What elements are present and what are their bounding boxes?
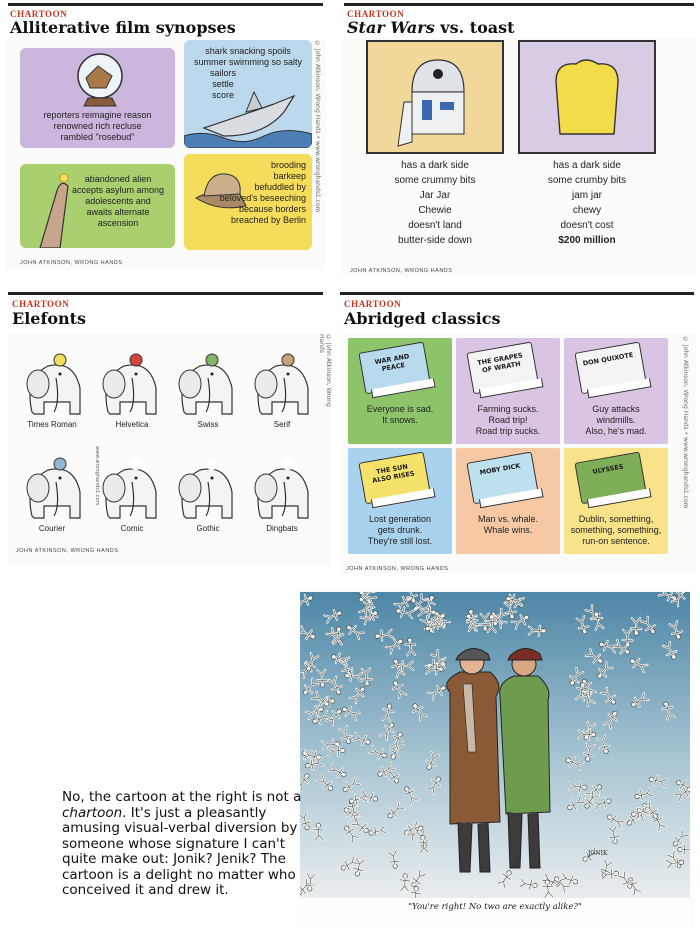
panel3-top-rule	[8, 292, 323, 295]
elephant-serif	[255, 354, 308, 414]
panel4-top-rule	[340, 292, 694, 295]
starwars-list	[360, 158, 510, 248]
panel3-credit: JOHN ATKINSON, WRONG HANDS	[16, 548, 119, 554]
toast-item-1: has a dark side	[553, 160, 621, 171]
toast-item-4: chewy	[572, 205, 602, 216]
book-icon	[574, 450, 657, 510]
r2d2-icon	[368, 42, 502, 152]
book-title: THE SUN ALSO RISES	[371, 462, 416, 485]
book-icon	[358, 450, 441, 510]
starwars-item-6: butter-side down	[398, 235, 472, 246]
crowd-cartoon	[296, 588, 694, 928]
starwars-item-5: doesn't land	[408, 220, 462, 231]
cartoon-caption: "You're right! No two are exactly alike?"	[408, 902, 582, 912]
panel3-cartoon	[8, 334, 330, 566]
label-helvetica: Helvetica	[115, 420, 149, 429]
toast-icon	[520, 42, 654, 152]
crowd-drawing	[300, 592, 690, 898]
panel2-kicker: CHARTOON	[347, 9, 405, 19]
elephant-dingbats	[255, 458, 308, 518]
book-caption: Man vs. whale. Whale wins.	[477, 514, 539, 535]
cell4-line3: befuddled by	[254, 182, 306, 192]
book-cell-don-quixote	[564, 338, 668, 444]
panel3-side-url: www.wronghands1.com	[94, 446, 100, 506]
book-title: WAR AND PEACE	[374, 352, 410, 374]
cell1-line1: reporters reimagine reason	[43, 110, 152, 120]
cell4-line5: because borders	[238, 204, 306, 214]
label-swiss: Swiss	[197, 420, 219, 429]
panel2-top-rule	[344, 3, 694, 6]
cell2-line4: settle	[212, 79, 234, 89]
panel3-side-credit: © John Atkinson, Wrong Hands	[318, 334, 332, 407]
cell4-line1: brooding	[270, 160, 306, 170]
panel1-cell-citizen-kane	[20, 48, 175, 148]
cell2-line3: sailors	[209, 68, 236, 78]
book-icon	[466, 340, 549, 400]
panel1-cell-casablanca	[184, 154, 312, 250]
elephant-times-roman	[27, 354, 80, 414]
starwars-item-2: some crummy bits	[394, 175, 476, 186]
panel1-top-rule	[8, 3, 323, 6]
commentary-text	[62, 790, 302, 899]
panel4-credit: JOHN ATKINSON, WRONG HANDS	[346, 566, 449, 572]
book-caption: Lost generation gets drunk. They're still lost.	[367, 514, 433, 546]
book-caption: Guy attacks windmills. Also, he's mad.	[585, 404, 647, 436]
cartoon-signature: JONIK	[588, 850, 608, 857]
panel4-side-credit: © John Atkinson, Wrong Hands • www.wronghands1.com	[682, 336, 689, 509]
book-cell-war-and-peace	[348, 338, 452, 444]
book-cell-grapes-of-wrath	[456, 338, 560, 444]
panel4-title: Abridged classics	[344, 309, 501, 328]
book-title: DON QUIXOTE	[582, 350, 634, 368]
panel2-credit: JOHN ATKINSON, WRONG HANDS	[350, 268, 453, 274]
panel1-side-credit: © John Atkinson, Wrong Hands • www.wronghands1.com	[314, 40, 321, 213]
cell3-line5: ascension	[97, 218, 139, 228]
panel1-cell-et	[20, 164, 175, 248]
cell3-line1: abandoned alien	[84, 174, 152, 184]
book-title: ULYSSES	[591, 462, 625, 476]
book-icon	[574, 340, 657, 400]
panel4-kicker: CHARTOON	[344, 299, 402, 309]
label-times-roman: Times Roman	[27, 420, 77, 429]
toast-item-2: some crumby bits	[547, 175, 627, 186]
label-serif: Serif	[273, 420, 291, 429]
book-caption: Everyone is sad. It snows.	[366, 404, 434, 425]
toast-item-3: jam jar	[571, 190, 602, 201]
panel2-title	[347, 18, 515, 37]
panel3-kicker: CHARTOON	[12, 299, 70, 309]
cell3-line3: adolescents and	[85, 196, 151, 206]
cell2-line5: score	[211, 90, 234, 100]
label-courier: Courier	[38, 524, 66, 533]
book-caption: Farming sucks. Road trip! Road trip sucks.	[475, 404, 541, 436]
book-cell-ulysses	[564, 448, 668, 554]
book-icon	[358, 340, 441, 400]
cell2-line1: shark snacking spoils	[205, 46, 291, 56]
cell3-line4: awaits alternate	[86, 207, 150, 217]
label-dingbats: Dingbats	[266, 524, 298, 533]
elephant-swiss	[179, 354, 232, 414]
elefonts-drawing	[14, 338, 314, 538]
label-comic: Comic	[120, 524, 144, 533]
cell4-line4: beloved's beseeching	[219, 193, 306, 203]
book-cell-sun-also-rises	[348, 448, 452, 554]
toast-list	[512, 158, 662, 248]
commentary-em: chartoon	[62, 804, 123, 821]
panel4-cartoon	[340, 334, 696, 574]
panel1-cell-jaws	[184, 40, 312, 148]
r2d2-box	[366, 40, 504, 154]
toast-box	[518, 40, 656, 154]
book-icon	[466, 450, 549, 510]
book-title: MOBY DICK	[479, 461, 521, 477]
panel3-title: Elefonts	[12, 309, 87, 328]
panel1-title: Alliterative film synopses	[10, 18, 236, 37]
cell3-line2: accepts asylum among	[71, 185, 165, 195]
toast-item-6: $200 million	[558, 235, 616, 246]
elephant-helvetica	[103, 354, 156, 414]
cell4-line6: breached by Berlin	[230, 215, 306, 225]
cell4-line2: barkeep	[273, 171, 306, 181]
cell1-line2: renowned rich recluse	[53, 121, 142, 131]
cell2-line2: summer swimming so salty	[193, 57, 303, 67]
panel2-title-italic: Star Wars	[347, 18, 435, 37]
starwars-item-3: Jar Jar	[419, 190, 451, 201]
label-gothic: Gothic	[196, 524, 220, 533]
elephant-courier	[27, 458, 80, 518]
cell1-line3: rambled "rosebud"	[60, 132, 135, 142]
panel1-credit: JOHN ATKINSON, WRONG HANDS	[20, 260, 123, 266]
panel2-title-rest: vs. toast	[434, 18, 515, 37]
book-cell-moby-dick	[456, 448, 560, 554]
elephant-gothic	[179, 458, 232, 518]
panel1-cartoon	[6, 40, 326, 270]
book-caption: Dublin, something, something, something, run-on sentence.	[570, 514, 662, 546]
starwars-item-4: Chewie	[418, 205, 452, 216]
book-title: THE GRAPES OF WRATH	[476, 351, 524, 375]
toast-item-5: doesn't cost	[560, 220, 614, 231]
commentary-p1: No, the cartoon at the right is not a	[62, 789, 302, 805]
elephant-comic	[103, 458, 156, 518]
starwars-item-1: has a dark side	[401, 160, 469, 171]
panel2-cartoon	[342, 38, 696, 276]
commentary-p2: . It's just a pleasantly amusing visual-verbal diversion by someone whose signature I can't quite make out: Jonik? Jenik? The cartoon is a delight no matter who conceived it and drew it.	[62, 804, 298, 898]
panel1-kicker: CHARTOON	[10, 9, 68, 19]
